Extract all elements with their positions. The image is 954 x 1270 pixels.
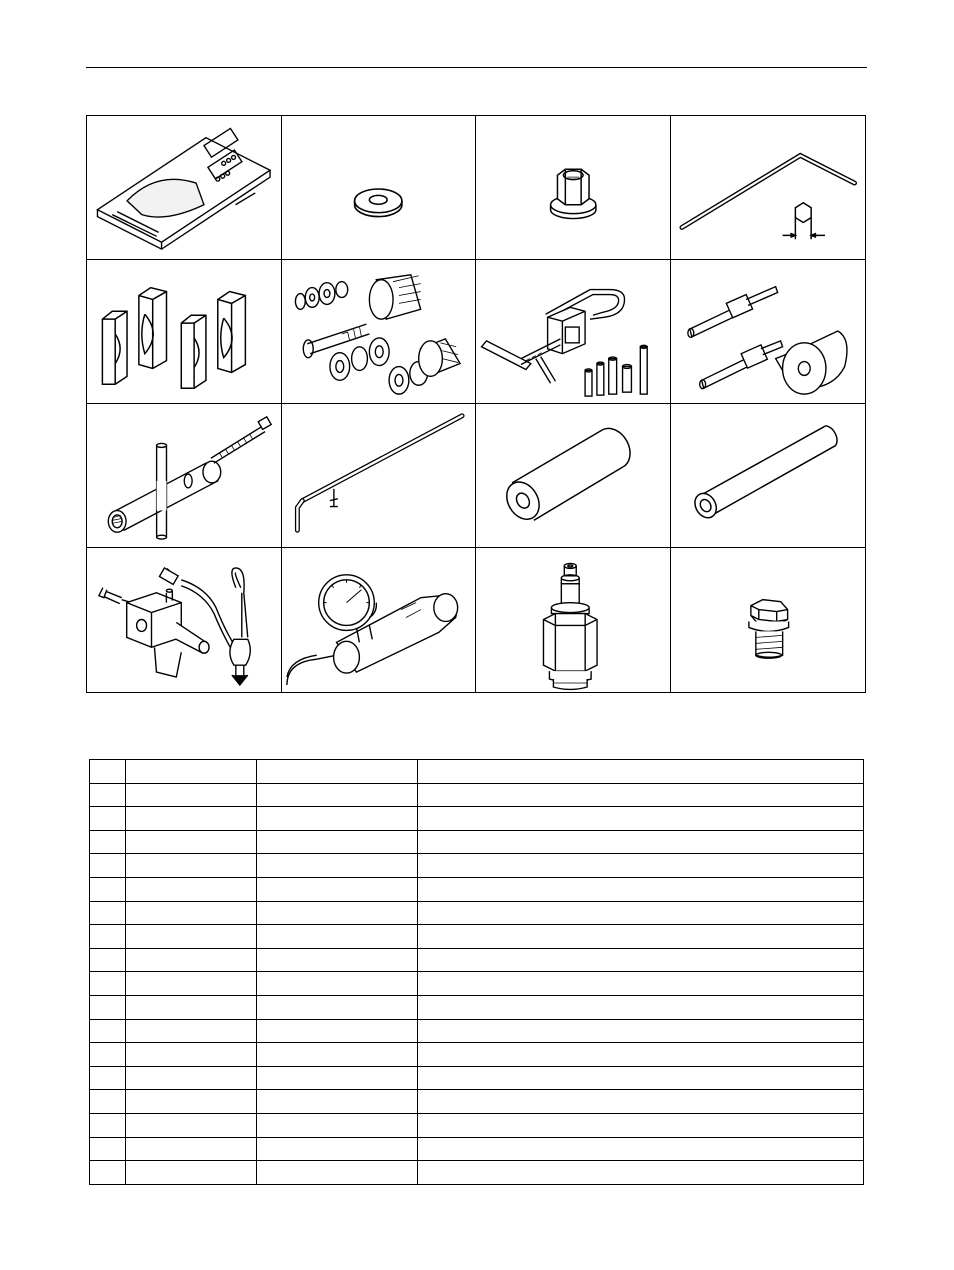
table-cell <box>418 877 864 901</box>
hose-adapter-icon <box>476 548 670 692</box>
table-row <box>90 760 864 784</box>
threaded-holder-icon <box>87 404 281 547</box>
table-cell <box>90 830 126 854</box>
table-cell <box>90 1066 126 1090</box>
table-row <box>90 1066 864 1090</box>
table-cell <box>90 783 126 807</box>
table-cell <box>257 1090 418 1114</box>
table-row <box>90 1113 864 1137</box>
table-cell <box>126 925 257 949</box>
table-cell <box>257 783 418 807</box>
tool-cell <box>476 548 671 692</box>
table-cell <box>126 877 257 901</box>
tool-cell <box>671 116 866 260</box>
table-cell <box>90 877 126 901</box>
driver-rod-attachment-icon <box>671 260 866 403</box>
table-cell <box>418 901 864 925</box>
table-cell <box>257 925 418 949</box>
table-row <box>90 830 864 854</box>
table-cell <box>126 1113 257 1137</box>
hex-plug-icon <box>671 548 866 692</box>
table-cell <box>257 972 418 996</box>
table-cell <box>418 760 864 784</box>
short-sleeve-icon <box>476 404 670 547</box>
table-row <box>90 972 864 996</box>
table-cell <box>418 1066 864 1090</box>
table-cell <box>90 901 126 925</box>
table-cell <box>418 995 864 1019</box>
table-cell <box>90 1113 126 1137</box>
table-cell <box>257 1113 418 1137</box>
tool-cell <box>87 260 282 404</box>
table-cell <box>126 1043 257 1067</box>
table-row <box>90 877 864 901</box>
table-row <box>90 807 864 831</box>
table-cell <box>418 1043 864 1067</box>
tool-cell <box>476 260 671 404</box>
pressure-gauge-icon <box>282 548 476 692</box>
tool-cell <box>671 548 866 692</box>
flange-nut-icon <box>476 116 670 259</box>
table-cell <box>126 901 257 925</box>
table-cell <box>90 1161 126 1185</box>
table-cell <box>418 1137 864 1161</box>
tool-cell <box>282 260 477 404</box>
table-cell <box>418 972 864 996</box>
header-rule <box>86 67 867 68</box>
table-cell <box>126 807 257 831</box>
tool-illustration-grid <box>86 115 866 693</box>
tool-cell <box>671 404 866 548</box>
table-cell <box>90 807 126 831</box>
table-cell <box>126 830 257 854</box>
table-row <box>90 995 864 1019</box>
washer-icon <box>282 116 476 259</box>
table-cell <box>257 901 418 925</box>
table-row <box>90 1090 864 1114</box>
tool-cell <box>282 404 477 548</box>
table-cell <box>257 877 418 901</box>
bent-rod-gauge-icon <box>282 404 476 547</box>
long-sleeve-icon <box>671 404 866 547</box>
table-row <box>90 854 864 878</box>
table-cell <box>126 1066 257 1090</box>
table-cell <box>126 1090 257 1114</box>
table-cell <box>257 1161 418 1185</box>
tool-cell <box>87 404 282 548</box>
table-cell <box>126 972 257 996</box>
tool-cell <box>476 404 671 548</box>
table-cell <box>126 854 257 878</box>
table-cell <box>126 948 257 972</box>
parts-table-body <box>90 760 864 1185</box>
table-cell <box>90 995 126 1019</box>
table-cell <box>257 830 418 854</box>
table-cell <box>90 854 126 878</box>
table-cell <box>418 807 864 831</box>
table-cell <box>418 1113 864 1137</box>
table-cell <box>418 854 864 878</box>
table-cell <box>418 925 864 949</box>
table-row <box>90 1137 864 1161</box>
table-cell <box>257 807 418 831</box>
table-cell <box>90 760 126 784</box>
table-cell <box>257 1066 418 1090</box>
table-cell <box>126 783 257 807</box>
table-row <box>90 783 864 807</box>
table-cell <box>90 925 126 949</box>
table-cell <box>126 1019 257 1043</box>
table-cell <box>90 1090 126 1114</box>
table-cell <box>126 995 257 1019</box>
tool-cell <box>282 116 477 260</box>
table-cell <box>418 1019 864 1043</box>
bearing-blocks-icon <box>87 260 281 403</box>
table-cell <box>90 948 126 972</box>
table-row <box>90 1043 864 1067</box>
table-cell <box>418 1161 864 1185</box>
table-cell <box>257 948 418 972</box>
bearing-installer-set-icon <box>282 260 476 403</box>
parts-table <box>89 759 864 1185</box>
table-cell <box>90 972 126 996</box>
table-cell <box>257 995 418 1019</box>
tool-cell <box>476 116 671 260</box>
tool-cell <box>87 548 282 692</box>
digital-tester-icon <box>87 116 281 259</box>
table-row <box>90 925 864 949</box>
tool-cell <box>87 116 282 260</box>
tool-cell <box>671 260 866 404</box>
table-cell <box>90 1019 126 1043</box>
table-cell <box>418 783 864 807</box>
table-cell <box>126 1137 257 1161</box>
table-row <box>90 1019 864 1043</box>
table-row <box>90 901 864 925</box>
table-row <box>90 1161 864 1185</box>
table-cell <box>418 1090 864 1114</box>
hex-wrench-icon <box>671 116 866 259</box>
table-cell <box>257 1043 418 1067</box>
table-cell <box>126 760 257 784</box>
table-cell <box>257 1137 418 1161</box>
table-cell <box>418 830 864 854</box>
table-cell <box>257 854 418 878</box>
table-cell <box>90 1043 126 1067</box>
table-cell <box>257 1019 418 1043</box>
table-cell <box>418 948 864 972</box>
table-cell <box>90 1137 126 1161</box>
test-harness-icon <box>87 548 281 692</box>
puller-set-icon <box>476 260 670 403</box>
table-cell <box>257 760 418 784</box>
table-row <box>90 948 864 972</box>
table-cell <box>126 1161 257 1185</box>
tool-cell <box>282 548 477 692</box>
